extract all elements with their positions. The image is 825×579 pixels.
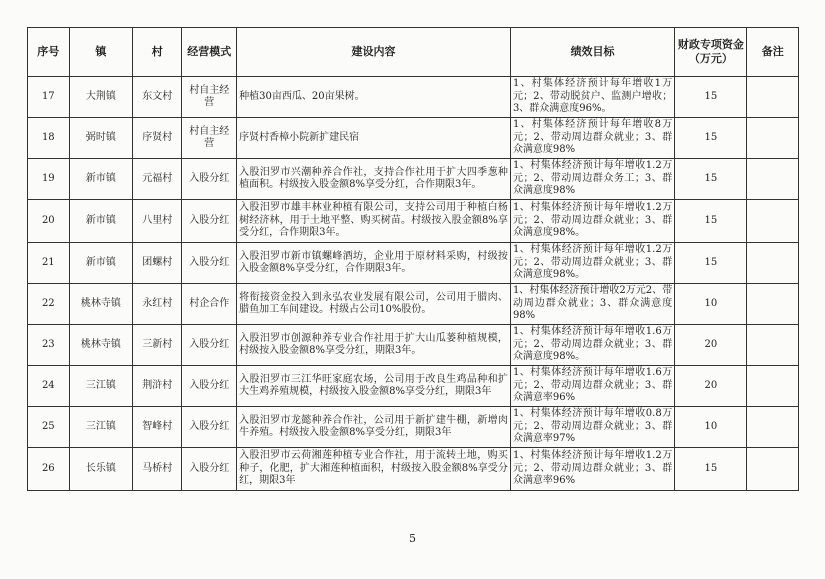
header-mode: 经营模式 bbox=[182, 28, 237, 77]
cell-no: 24 bbox=[28, 366, 70, 407]
cell-village: 团螺村 bbox=[133, 243, 182, 284]
cell-mode: 村自主经营 bbox=[182, 77, 237, 118]
cell-target: 1、村集体经济预计每年增收1.2万元；2、带动周边群众就业；3、群众满意率96% bbox=[510, 448, 674, 491]
cell-note bbox=[747, 118, 799, 159]
cell-town: 新市镇 bbox=[69, 159, 133, 200]
cell-funds: 15 bbox=[675, 200, 747, 243]
header-town: 镇 bbox=[69, 28, 133, 77]
cell-target: 1、村集体经济预计每年增收1.6万元；2、带动周边群众就业；3、群众满意度98%。 bbox=[510, 325, 674, 366]
table-row bbox=[28, 366, 799, 407]
cell-note bbox=[747, 407, 799, 448]
table-row bbox=[28, 325, 799, 366]
cell-village: 荆浒村 bbox=[133, 366, 182, 407]
cell-note bbox=[747, 77, 799, 118]
table-row bbox=[28, 200, 799, 243]
cell-village: 永红村 bbox=[133, 284, 182, 325]
cell-funds: 20 bbox=[675, 366, 747, 407]
cell-town: 长乐镇 bbox=[69, 448, 133, 491]
cell-town: 桃林寺镇 bbox=[69, 284, 133, 325]
table-row bbox=[28, 448, 799, 491]
cell-funds: 10 bbox=[675, 284, 747, 325]
cell-funds: 15 bbox=[675, 448, 747, 491]
table-row bbox=[28, 284, 799, 325]
cell-mode: 入股分红 bbox=[182, 200, 237, 243]
cell-no: 23 bbox=[28, 325, 70, 366]
cell-note bbox=[747, 284, 799, 325]
cell-town: 桃林寺镇 bbox=[69, 325, 133, 366]
cell-village: 马桥村 bbox=[133, 448, 182, 491]
cell-mode: 村自主经营 bbox=[182, 118, 237, 159]
cell-village: 智峰村 bbox=[133, 407, 182, 448]
cell-target: 1、村集体经济预计每年增收1.2万元；2、带动周边群众务工；3、群众满意度98% bbox=[510, 159, 674, 200]
cell-note bbox=[747, 448, 799, 491]
cell-town: 三江镇 bbox=[69, 407, 133, 448]
cell-note bbox=[747, 243, 799, 284]
cell-note bbox=[747, 325, 799, 366]
cell-funds: 10 bbox=[675, 407, 747, 448]
cell-village: 三新村 bbox=[133, 325, 182, 366]
cell-target: 1、村集体经济预计每年增收1.6万元；2、带动周边群众就业；3、群众满意率96% bbox=[510, 366, 674, 407]
cell-no: 18 bbox=[28, 118, 70, 159]
header-note: 备注 bbox=[747, 28, 799, 77]
header-content: 建设内容 bbox=[237, 28, 511, 77]
cell-funds: 15 bbox=[675, 243, 747, 284]
cell-village: 八里村 bbox=[133, 200, 182, 243]
cell-village: 元福村 bbox=[133, 159, 182, 200]
cell-funds: 15 bbox=[675, 118, 747, 159]
cell-town: 三江镇 bbox=[69, 366, 133, 407]
cell-funds: 15 bbox=[675, 77, 747, 118]
cell-content: 序贤村香樟小院新扩建民宿 bbox=[237, 118, 511, 159]
cell-town: 弼时镇 bbox=[69, 118, 133, 159]
table-row bbox=[28, 407, 799, 448]
cell-content: 入股汨罗市兴潮种养合作社，支持合作社用于扩大四季葱种植面积。村级按入股金额8%享受分红，合作期限3年。 bbox=[237, 159, 511, 200]
project-table bbox=[27, 27, 799, 491]
cell-no: 26 bbox=[28, 448, 70, 491]
header-row bbox=[28, 28, 799, 77]
cell-target: 1、村集体经济预计每年增收1.2万元；2、带动周边群众就业；3、群众满意度98%。 bbox=[510, 243, 674, 284]
cell-mode: 村企合作 bbox=[182, 284, 237, 325]
cell-target: 1、村集体经济预计每年增收8万元；2、带动周边群众就业；3、群众满意度98% bbox=[510, 118, 674, 159]
cell-content: 将衔接资金投入到永弘农业发展有限公司，公司用于腊肉、腊鱼加工车间建设。村级占公司10%股份。 bbox=[237, 284, 511, 325]
cell-town: 新市镇 bbox=[69, 200, 133, 243]
cell-mode: 入股分红 bbox=[182, 243, 237, 284]
cell-target: 1、村集体经济预计增收2万元2、带动周边群众就业；3、群众满意度98% bbox=[510, 284, 674, 325]
cell-mode: 入股分红 bbox=[182, 407, 237, 448]
table-row bbox=[28, 159, 799, 200]
cell-funds: 20 bbox=[675, 325, 747, 366]
cell-funds: 15 bbox=[675, 159, 747, 200]
cell-no: 17 bbox=[28, 77, 70, 118]
cell-no: 21 bbox=[28, 243, 70, 284]
cell-mode: 入股分红 bbox=[182, 159, 237, 200]
cell-content: 入股汨罗市三江华旺家庭农场，公司用于改良生鸡品种和扩大生鸡养殖规模，村级按入股金额8%享受分红，期限3年 bbox=[237, 366, 511, 407]
cell-town: 新市镇 bbox=[69, 243, 133, 284]
table-row bbox=[28, 243, 799, 284]
cell-content: 入股汨罗市新市镇螺峰酒坊，企业用于原材料采购，村级按入股金额8%享受分红，合作期限3年。 bbox=[237, 243, 511, 284]
cell-no: 22 bbox=[28, 284, 70, 325]
cell-mode: 入股分红 bbox=[182, 325, 237, 366]
cell-mode: 入股分红 bbox=[182, 366, 237, 407]
cell-content: 入股汨罗市龙懿种养合作社，公司用于新扩建牛棚，新增肉牛养殖。村级按入股金额8%享受分红，期限3年 bbox=[237, 407, 511, 448]
cell-no: 25 bbox=[28, 407, 70, 448]
cell-note bbox=[747, 200, 799, 243]
header-village: 村 bbox=[133, 28, 182, 77]
cell-village: 东文村 bbox=[133, 77, 182, 118]
cell-target: 1、村集体经济预计每年增收0.8万元；2、带动周边群众就业；3、群众满意率97% bbox=[510, 407, 674, 448]
header-target: 绩效目标 bbox=[510, 28, 674, 77]
cell-note bbox=[747, 366, 799, 407]
page-number: 5 bbox=[409, 532, 416, 545]
cell-no: 19 bbox=[28, 159, 70, 200]
cell-mode: 入股分红 bbox=[182, 448, 237, 491]
header-funds: 财政专项资金（万元） bbox=[675, 28, 747, 77]
cell-note bbox=[747, 159, 799, 200]
table-row bbox=[28, 77, 799, 118]
header-no: 序号 bbox=[28, 28, 70, 77]
cell-target: 1、村集体经济预计每年增收1万元；2、带动脱贫户、监测户增收；3、群众满意度96%。 bbox=[510, 77, 674, 118]
cell-no: 20 bbox=[28, 200, 70, 243]
cell-village: 序贤村 bbox=[133, 118, 182, 159]
table-row bbox=[28, 118, 799, 159]
cell-content: 入股汨罗市雄丰林业种植有限公司，支持公司用于种植白杨树经济林，用于土地平整、购买树苗。村级按入股金额8%享受分红，合作期限3年。 bbox=[237, 200, 511, 243]
cell-town: 大荆镇 bbox=[69, 77, 133, 118]
cell-target: 1、村集体经济预计每年增收1.2万元；2、带动周边群众就业；3、群众满意度98%。 bbox=[510, 200, 674, 243]
cell-content: 种植30亩西瓜、20亩果树。 bbox=[237, 77, 511, 118]
cell-content: 入股汨罗市创源种养专业合作社用于扩大山瓜蒌种植规模，村级按入股金额8%享受分红，期限3年。 bbox=[237, 325, 511, 366]
cell-content: 入股汨罗市云荷湘莲种植专业合作社，用于流转土地，购买种子，化肥，扩大湘莲种植面积，村级按入股金额8%享受分红，期限3年 bbox=[237, 448, 511, 491]
